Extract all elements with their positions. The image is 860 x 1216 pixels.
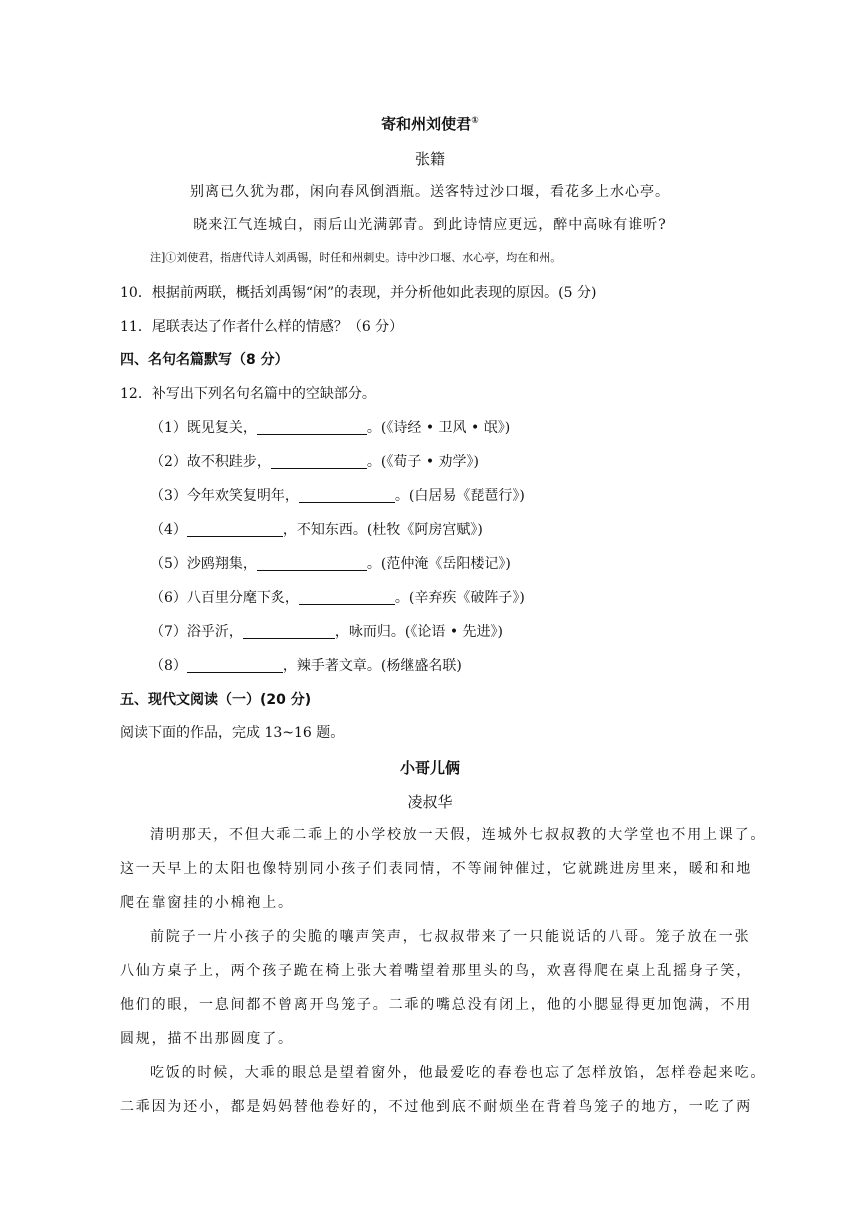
paragraph-line: 前院子一片小孩子的尖脆的嚷声笑声，七叔叔带来了一只能说话的八哥。笼子放在一张 — [150, 929, 751, 945]
poem-line-1: 别离已久犹为郡，闲向春风倒酒瓶。送客特过沙口堰，看花多上水心亭。 — [190, 184, 670, 200]
fill-item: （4） ，不知东西。(杜牧《阿房宫赋》) — [150, 522, 483, 538]
answer-blank[interactable] — [187, 657, 283, 673]
section-4-heading: 四、名句名篇默写（8 分） — [120, 352, 289, 368]
section-5-instruction: 阅读下面的作品，完成 13~16 题。 — [120, 725, 345, 741]
answer-blank[interactable] — [257, 419, 367, 435]
fill-item: （6）八百里分麾下炙， 。(辛弃疾《破阵子》) — [150, 590, 525, 606]
fill-item: （1）既见复关， 。(《诗经 • 卫风 • 氓》) — [150, 420, 511, 436]
paragraph-line: 这一天早上的太阳也像特别同小孩子们表同情，不等闹钟催过，它就跳进房里来，暖和和地 — [120, 861, 752, 877]
answer-blank[interactable] — [299, 589, 395, 605]
paragraph-line: 爬在靠窗挂的小棉袍上。 — [120, 895, 294, 911]
fill-item: （8） ，辣手著文章。(杨继盛名联) — [150, 658, 462, 674]
fill-item: （7）浴乎沂， ，咏而归。(《论语 • 先进》) — [150, 624, 504, 640]
paragraph-line: 清明那天，不但大乖二乖上的小学校放一天假，连城外七叔叔教的大学堂也不用上课了。 — [150, 827, 767, 843]
poem-title: 寄和州刘使君① — [381, 115, 479, 133]
paragraph-line: 他们的眼，一息间都不曾离开鸟笼子。二乖的嘴总没有闭上，他的小腮显得更加饱满，不用 — [120, 997, 752, 1013]
answer-blank[interactable] — [299, 487, 395, 503]
poem-note: 注]①刘使君，指唐代诗人刘禹锡，时任和州刺史。诗中沙口堰、水心亭，均在和州。 — [150, 251, 562, 264]
answer-blank[interactable] — [243, 623, 335, 639]
answer-blank[interactable] — [271, 453, 367, 469]
paragraph-line: 二乖因为还小，都是妈妈替他卷好的，不过他到底不耐烦坐在背着鸟笼子的地方，一吃了两 — [120, 1099, 752, 1115]
poem-line-2: 晓来江气连城白，雨后山光满郭青。到此诗情应更远，醉中高咏有谁听? — [193, 217, 667, 233]
poem-author: 张籍 — [414, 150, 445, 168]
story-author: 凌叔华 — [407, 793, 453, 811]
footnote-marker: ① — [471, 116, 479, 126]
question-11: 11．尾联表达了作者什么样的情感？（6 分） — [120, 319, 404, 335]
fill-item: （3）今年欢笑复明年， 。(白居易《琵琶行》) — [150, 488, 525, 504]
question-12: 12．补写出下列名句名篇中的空缺部分。 — [120, 386, 376, 402]
paragraph-line: 圆规，描不出那圆度了。 — [120, 1031, 294, 1047]
paragraph-line: 八仙方桌子上，两个孩子跪在椅上张大着嘴望着那里头的鸟，欢喜得爬在桌上乱摇身子笑， — [120, 963, 752, 979]
paragraph-line: 吃饭的时候，大乖的眼总是望着窗外，他最爱吃的春卷也忘了怎样放馅，怎样卷起来吃。 — [150, 1065, 767, 1081]
fill-item: （5）沙鸥翔集， 。(范仲淹《岳阳楼记》) — [150, 556, 511, 572]
fill-item: （2）故不积跬步， 。(《荀子 • 劝学》) — [150, 454, 480, 470]
answer-blank[interactable] — [257, 555, 367, 571]
story-title: 小哥儿俩 — [399, 759, 460, 777]
answer-blank[interactable] — [187, 521, 283, 537]
question-10: 10．根据前两联，概括刘禹锡“闲”的表现，并分析他如此表现的原因。(5 分) — [120, 285, 597, 301]
section-5-heading: 五、现代文阅读（一）(20 分) — [120, 692, 312, 708]
